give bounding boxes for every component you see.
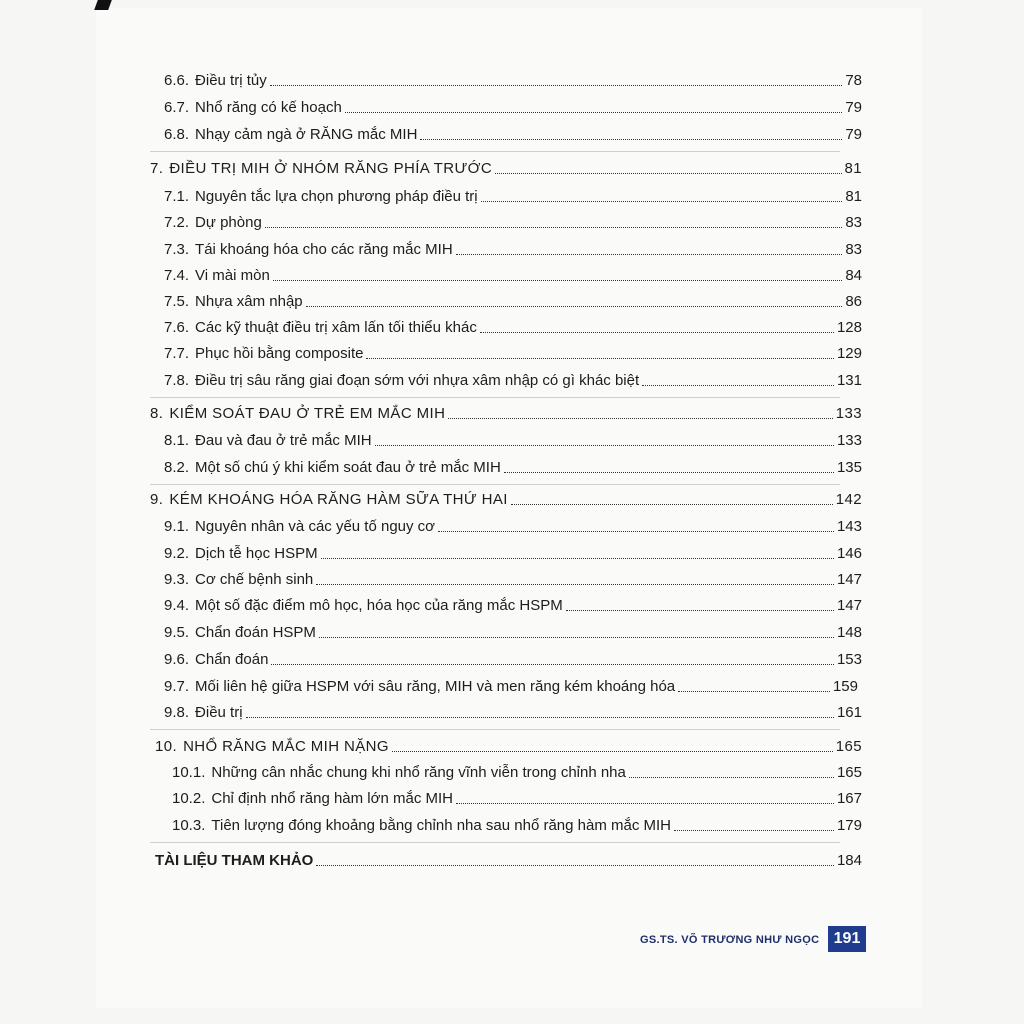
- toc-entry-page: 167: [836, 790, 862, 807]
- toc-entry-page: 81: [844, 160, 862, 177]
- toc-entry-title: Nhựa xâm nhập: [195, 293, 303, 310]
- toc-entry[interactable]: [164, 678, 858, 696]
- toc-entry-number: 9.: [150, 491, 164, 508]
- toc-entry-title: KÉM KHOÁNG HÓA RĂNG HÀM SỮA THỨ HAI: [169, 491, 508, 508]
- toc-entry-title: Một số chú ý khi kiểm soát đau ở trẻ mắc MIH: [195, 459, 501, 476]
- dot-leader: [316, 584, 834, 585]
- toc-entry-page: 83: [845, 214, 862, 231]
- toc-entry-number: 7.1.: [164, 188, 190, 205]
- toc-entry-number: 8.2.: [164, 459, 190, 476]
- toc-entry-page: 128: [836, 319, 862, 336]
- toc-entry[interactable]: [164, 188, 862, 206]
- toc-entry[interactable]: [164, 293, 862, 311]
- dot-leader: [306, 306, 843, 307]
- toc-entry-title: Những cân nhắc chung khi nhổ răng vĩnh viễn trong chỉnh nha: [211, 764, 626, 781]
- toc-entry-title: Vi mài mòn: [195, 267, 270, 284]
- toc-entry-title: Điều trị sâu răng giai đoạn sớm với nhựa xâm nhập có gì khác biệt: [195, 372, 640, 389]
- toc-entry[interactable]: [164, 214, 862, 232]
- toc-entry-page: 147: [836, 597, 862, 614]
- toc-entry-number: 7.4.: [164, 267, 190, 284]
- toc-entry-page: 159: [832, 678, 858, 695]
- dot-leader: [366, 358, 833, 359]
- toc-entry-number: 7.7.: [164, 345, 190, 362]
- dot-leader: [265, 227, 843, 228]
- toc-entry[interactable]: [172, 764, 862, 782]
- toc-entry-title: Nguyên nhân và các yếu tố nguy cơ: [195, 518, 436, 535]
- toc-entry[interactable]: [164, 99, 862, 117]
- toc-entry[interactable]: [164, 545, 862, 563]
- toc-entry-title: Cơ chế bệnh sinh: [195, 571, 314, 588]
- toc-entry-number: 10.: [155, 738, 178, 755]
- dot-leader: [316, 865, 834, 866]
- toc-entry-title: Chẩn đoán: [195, 651, 269, 668]
- toc-entry[interactable]: [164, 432, 862, 450]
- toc-entry-page: 78: [845, 72, 862, 89]
- toc-entry-page: 133: [835, 405, 862, 422]
- toc-entry-title: Dịch tễ học HSPM: [195, 545, 318, 562]
- toc-entry-title: Một số đặc điểm mô học, hóa học của răng mắc HSPM: [195, 597, 563, 614]
- toc-chapter[interactable]: [150, 491, 862, 509]
- dot-leader: [246, 717, 834, 718]
- dot-leader: [392, 751, 833, 752]
- dot-leader: [375, 445, 834, 446]
- toc-references[interactable]: [155, 852, 862, 870]
- toc-entry-number: 9.7.: [164, 678, 190, 695]
- dot-leader: [270, 85, 843, 86]
- toc-entry-page: 84: [845, 267, 862, 284]
- toc-entry-title: Chỉ định nhổ răng hàm lớn mắc MIH: [211, 790, 453, 807]
- toc-entry[interactable]: [164, 651, 862, 669]
- toc-entry-page: 131: [836, 372, 862, 389]
- toc-entry-number: 7.5.: [164, 293, 190, 310]
- toc-entry-number: 9.1.: [164, 518, 190, 535]
- toc-entry-number: 7.6.: [164, 319, 190, 336]
- dot-leader: [495, 173, 841, 174]
- toc-entry-page: 81: [845, 188, 862, 205]
- toc-entry-page: 147: [836, 571, 862, 588]
- dot-leader: [674, 830, 834, 831]
- toc-chapter[interactable]: [150, 405, 862, 423]
- toc-entry-page: 135: [836, 459, 862, 476]
- footer-author: GS.TS. VÕ TRƯƠNG NHƯ NGỌC: [640, 934, 820, 946]
- toc-entry-title: NHỔ RĂNG MẮC MIH NẶNG: [183, 738, 389, 755]
- dot-leader: [438, 531, 834, 532]
- dot-leader: [642, 385, 834, 386]
- toc-entry-number: 8.: [150, 405, 164, 422]
- toc-entry-page: 148: [836, 624, 862, 641]
- toc-entry[interactable]: [164, 126, 862, 144]
- dot-leader: [321, 558, 834, 559]
- toc-entry-page: 165: [836, 764, 862, 781]
- toc-entry-number: 6.8.: [164, 126, 190, 143]
- dot-leader: [566, 610, 834, 611]
- toc-entry-number: 9.6.: [164, 651, 190, 668]
- dot-leader: [511, 504, 833, 505]
- toc-entry-title: Tiên lượng đóng khoảng bằng chỉnh nha sau nhổ răng hàm mắc MIH: [211, 817, 671, 834]
- toc-entry-page: 143: [836, 518, 862, 535]
- toc-entry-number: 7.8.: [164, 372, 190, 389]
- dot-leader: [480, 332, 834, 333]
- dot-leader: [481, 201, 843, 202]
- section-divider: [150, 151, 840, 152]
- toc-entry-page: 161: [836, 704, 862, 721]
- toc-entry-title: Điều trị tủy: [195, 72, 267, 89]
- toc-entry[interactable]: [164, 319, 862, 337]
- section-divider: [150, 729, 840, 730]
- toc-entry-page: 146: [836, 545, 862, 562]
- toc-entry-number: 9.4.: [164, 597, 190, 614]
- toc-entry-number: 8.1.: [164, 432, 190, 449]
- toc-entry-number: 9.8.: [164, 704, 190, 721]
- toc-entry[interactable]: [164, 267, 862, 285]
- toc-entry-title: Đau và đau ở trẻ mắc MIH: [195, 432, 372, 449]
- toc-entry-number: 6.6.: [164, 72, 190, 89]
- section-divider: [150, 484, 840, 485]
- toc-entry-page: 86: [845, 293, 862, 310]
- toc-entry[interactable]: [164, 372, 862, 390]
- dot-leader: [420, 139, 842, 140]
- dot-leader: [271, 664, 834, 665]
- toc-entry-title: Chẩn đoán HSPM: [195, 624, 316, 641]
- toc-entry-title: Tái khoáng hóa cho các răng mắc MIH: [195, 241, 453, 258]
- toc-entry-page: 179: [836, 817, 862, 834]
- toc-entry-title: Mối liên hệ giữa HSPM với sâu răng, MIH và men răng kém khoáng hóa: [195, 678, 676, 695]
- toc-entry[interactable]: [164, 72, 862, 90]
- toc-entry[interactable]: [164, 597, 862, 615]
- dot-leader: [456, 803, 834, 804]
- toc-entry-number: 7.3.: [164, 241, 190, 258]
- dot-leader: [629, 777, 834, 778]
- toc-entry-page: 79: [845, 99, 862, 116]
- toc-entry-title: KIỂM SOÁT ĐAU Ở TRẺ EM MẮC MIH: [169, 405, 446, 422]
- toc-entry-page: 133: [836, 432, 862, 449]
- dot-leader: [273, 280, 843, 281]
- toc-entry[interactable]: [164, 459, 862, 477]
- toc-entry-title: Nhổ răng có kế hoạch: [195, 99, 342, 116]
- section-divider: [150, 842, 840, 843]
- toc-entry-title: Dự phòng: [195, 214, 262, 231]
- toc-chapter[interactable]: [150, 160, 862, 178]
- toc-entry-number: 9.5.: [164, 624, 190, 641]
- toc-entry-title: TÀI LIỆU THAM KHẢO: [155, 852, 314, 869]
- toc-entry-number: 10.3.: [172, 817, 206, 834]
- toc-entry-page: 79: [845, 126, 862, 143]
- toc-entry-title: ĐIỀU TRỊ MIH Ở NHÓM RĂNG PHÍA TRƯỚC: [169, 160, 493, 177]
- toc-entry[interactable]: [164, 624, 862, 642]
- dot-leader: [319, 637, 834, 638]
- dot-leader: [456, 254, 843, 255]
- toc-entry-page: 184: [836, 852, 862, 869]
- dot-leader: [345, 112, 843, 113]
- toc-entry[interactable]: [164, 704, 862, 722]
- section-divider: [150, 397, 840, 398]
- toc-entry-number: 10.2.: [172, 790, 206, 807]
- toc-entry-title: Phục hồi bằng composite: [195, 345, 364, 362]
- toc-entry-title: Các kỹ thuật điều trị xâm lấn tối thiểu khác: [195, 319, 477, 336]
- dot-leader: [448, 418, 832, 419]
- toc-entry[interactable]: [164, 345, 862, 363]
- toc-entry-page: 83: [845, 241, 862, 258]
- dot-leader: [504, 472, 834, 473]
- toc-entry-number: 7.: [150, 160, 164, 177]
- toc-entry-number: 6.7.: [164, 99, 190, 116]
- toc-entry[interactable]: [172, 817, 862, 835]
- toc-entry-title: Điều trị: [195, 704, 243, 721]
- toc-chapter[interactable]: [155, 738, 862, 756]
- toc-entry[interactable]: [172, 790, 862, 808]
- toc-entry-page: 153: [836, 651, 862, 668]
- toc-entry-title: Nguyên tắc lựa chọn phương pháp điều trị: [195, 188, 478, 205]
- footer-page-number: 191: [828, 926, 866, 952]
- toc-entry[interactable]: [164, 571, 862, 589]
- toc-entry-page: 129: [836, 345, 862, 362]
- toc-entry-page: 165: [835, 738, 862, 755]
- toc-entry-number: 10.1.: [172, 764, 206, 781]
- toc-entry-title: Nhạy cảm ngà ở RĂNG mắc MIH: [195, 126, 418, 143]
- toc-entry-number: 9.3.: [164, 571, 190, 588]
- toc-entry-number: 7.2.: [164, 214, 190, 231]
- toc-entry[interactable]: [164, 518, 862, 536]
- dot-leader: [678, 691, 830, 692]
- toc-entry-page: 142: [835, 491, 862, 508]
- toc-entry-number: 9.2.: [164, 545, 190, 562]
- toc-entry[interactable]: [164, 241, 862, 259]
